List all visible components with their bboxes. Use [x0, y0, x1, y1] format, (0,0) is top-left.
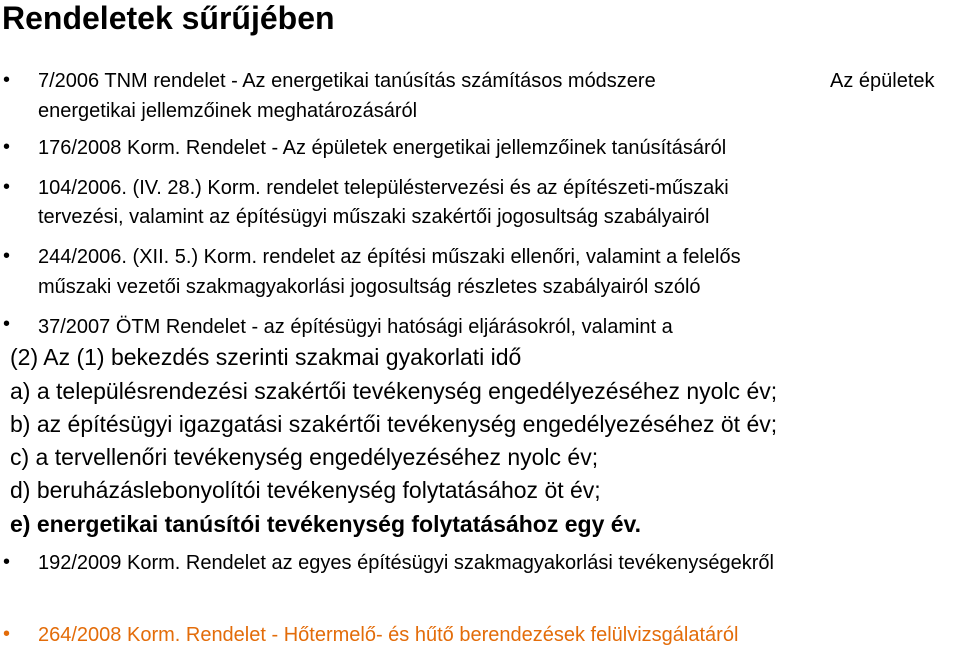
bullet-text-line: műszaki vezetői szakmagyakorlási jogosultság részletes szabályairól szóló — [38, 276, 701, 298]
overlay-item: d) beruházáslebonyolítói tevékenység folytatásához öt év; — [10, 477, 601, 503]
bullet-text-line: 192/2009 Korm. Rendelet az egyes építésügyi szakmagyakorlási tevékenységekről — [38, 552, 774, 574]
overlay-item: c) a tervellenőri tevékenység engedélyezéséhez nyolc év; — [10, 444, 599, 470]
overlay-emphasis: e) energetikai tanúsítói tevékenység folytatásához egy év. — [10, 511, 642, 537]
slide-title: Rendeletek sűrűjében — [2, 0, 335, 36]
bullet-dot-icon: • — [3, 313, 11, 335]
overlay-item: b) az építésügyi igazgatási szakértői tevékenység engedélyezéséhez öt év; — [10, 411, 778, 437]
bullet-text-fragment: Az épületek — [830, 70, 935, 92]
bullet-dot-icon: • — [3, 136, 11, 158]
bullet-dot-icon: • — [3, 551, 11, 573]
bullet-dot-icon: • — [3, 69, 11, 91]
bullet-text-line: 37/2007 ÖTM Rendelet - az építésügyi hatósági eljárásokról, valamint a — [38, 316, 673, 338]
overlay-heading: (2) Az (1) bekezdés szerinti szakmai gyakorlati idő — [10, 344, 522, 370]
bullet-text-line: 7/2006 TNM rendelet - Az energetikai tanúsítás számításos módszere — [38, 70, 656, 92]
bullet-item-clipped — [0, 306, 960, 340]
bullet-text-line: 244/2006. (XII. 5.) Korm. rendelet az építési műszaki ellenőri, valamint a felelős — [38, 246, 741, 268]
overlay-item: a) a településrendezési szakértői tevékenység engedélyezéséhez nyolc év; — [10, 378, 778, 404]
bullet-dot-icon: • — [3, 623, 11, 645]
bullet-dot-icon: • — [3, 176, 11, 198]
bullet-text-line: tervezési, valamint az építésügyi műszaki szakértői jogosultság szabályairól — [38, 206, 710, 228]
bullet-text-line: 264/2008 Korm. Rendelet - Hőtermelő- és hűtő berendezések felülvizsgálatáról — [38, 624, 739, 646]
bullet-text-line: 176/2008 Korm. Rendelet - Az épületek energetikai jellemzőinek tanúsításáról — [38, 137, 727, 159]
bullet-text-line: energetikai jellemzőinek meghatározásáról — [38, 100, 418, 122]
bullet-text-line: 104/2006. (IV. 28.) Korm. rendelet településtervezési és az építészeti-műszaki — [38, 177, 729, 199]
bullet-dot-icon: • — [3, 245, 11, 267]
